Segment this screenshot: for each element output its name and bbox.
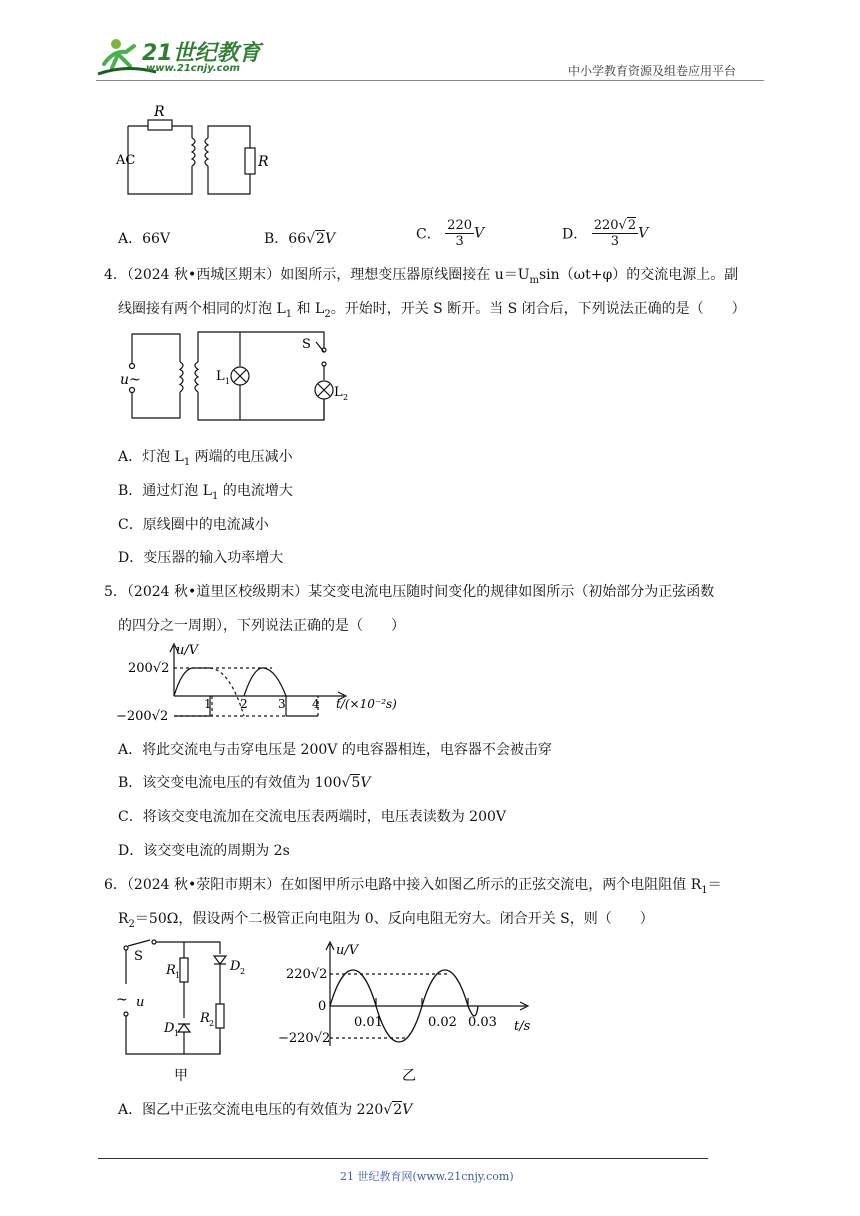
- q6-fig-r1: R: [166, 963, 176, 978]
- footer-rule: [98, 1158, 708, 1159]
- q5-fig-ytop: 200√2: [128, 661, 170, 676]
- svg-text:3: 3: [278, 697, 286, 711]
- q6-caption-yi: 乙: [402, 1068, 416, 1084]
- svg-text:2: 2: [343, 393, 349, 402]
- svg-text:1: 1: [204, 697, 212, 711]
- q4-fig-l1: L: [216, 369, 225, 384]
- q6-voltage-graph-yi: [278, 934, 542, 1088]
- q5-stem-line1: 5．（2024 秋•道里区校级期末）某交变电流电压随时间变化的规律如图所示（初始部分为正弦函数: [104, 584, 715, 600]
- header-right-text: 中小学教育资源及组卷应用平台: [568, 64, 737, 78]
- q4-fig-s: S: [302, 337, 311, 352]
- q4-option-c: C．原线圈中的电流减小: [118, 517, 269, 533]
- q3-fig-ac: AC: [116, 153, 136, 168]
- q6-fig-zero: 0: [318, 999, 327, 1014]
- svg-text:0.01: 0.01: [354, 1015, 383, 1030]
- q3-option-a: A．66V: [118, 231, 171, 247]
- q3-option-d: D． $\frac{220√2}{3}$ V: [562, 218, 649, 249]
- q5-stem-line2: 的四分之一周期），下列说法正确的是（ ）: [118, 618, 405, 634]
- q5-option-c: C．将该交变电流加在交流电压表两端时，电压表读数为 200V: [118, 809, 506, 825]
- svg-text:1: 1: [225, 377, 231, 386]
- svg-text:2: 2: [209, 1019, 215, 1028]
- q6-stem-line2: $R_2=50\Omega$，假设两个二极管正向电阻为 0、反向电阻无穷大。闭合开关 S，则（ ）: [118, 911, 654, 930]
- q5-fig-xlabel: t/(×10⁻²s): [336, 697, 397, 711]
- q6-fig-tilde: ~: [116, 992, 128, 1008]
- q6-fig-ytop: 220√2: [286, 967, 328, 982]
- svg-text:1: 1: [174, 1029, 180, 1038]
- header-rule: [96, 80, 764, 81]
- q3-option-b: B．66√2V: [264, 231, 336, 247]
- q4-circuit-figure: [112, 326, 349, 426]
- q6-circuit-jia: [112, 934, 262, 1084]
- q6-caption-jia: 甲: [174, 1068, 188, 1084]
- footer-text: 21 世纪教育网(www.21cnjy.com): [340, 1170, 514, 1183]
- logo-url: www.21cnjy.com: [146, 63, 240, 74]
- q5-option-b: B．该交变电流电压的有效值为 100√5V: [118, 775, 371, 791]
- q6-fig-d1: D: [164, 1021, 175, 1036]
- q3-option-c: C． $\frac{220}{3}$ V: [416, 218, 485, 249]
- svg-text:0.02: 0.02: [428, 1015, 457, 1030]
- q4-fig-l2: L: [334, 385, 343, 400]
- q6-fig-r2: R: [200, 1011, 210, 1026]
- q5-fig-ylabel: u/V: [176, 643, 199, 658]
- q5-voltage-graph: [112, 640, 422, 724]
- svg-text:2: 2: [240, 967, 246, 976]
- q6-option-a: A．图乙中正弦交流电电压的有效值为 220√2V: [118, 1102, 413, 1118]
- q4-fig-u: u~: [120, 372, 141, 388]
- q4-option-a: A．灯泡 $L_1$ 两端的电压减小: [118, 449, 293, 468]
- q4-stem-line2: 线圈接有两个相同的灯泡 $L_1$ 和 $L_2$。开始时，开关 S 断开。当 S 闭合后，下列说法正确的是（ ）: [118, 301, 746, 320]
- q5-option-a: A．将此交流电与击穿电压是 200V 的电容器相连，电容器不会被击穿: [118, 742, 552, 758]
- q6-fig-d2: D: [230, 959, 241, 974]
- q4-option-d: D．变压器的输入功率增大: [118, 550, 284, 566]
- svg-text:2: 2: [240, 697, 248, 711]
- q6-fig-ybot: −220√2: [278, 1031, 331, 1046]
- q6-fig-s: S: [134, 949, 143, 964]
- q6-stem-line1: 6．（2024 秋•荥阳市期末）在如图甲所示电路中接入如图乙所示的正弦交流电，两个电阻阻值 $R_1=$: [104, 877, 722, 896]
- q6-fig-xlabel: t/s: [514, 1019, 531, 1034]
- q5-option-d: D．该交变电流的周期为 2s: [118, 843, 290, 859]
- q4-stem-line1: 4．（2024 秋•西城区期末）如图所示，理想变压器原线圈接在 $u=U_m\sin(\omega t+\varphi)$的交流电源上。副: [104, 267, 739, 286]
- q3-fig-r-top: R: [154, 104, 165, 120]
- svg-text:1: 1: [175, 971, 181, 980]
- svg-text:0.03: 0.03: [468, 1015, 497, 1030]
- q3-fig-r-right: R: [258, 154, 269, 170]
- q4-option-b: B．通过灯泡 $L_1$ 的电流增大: [118, 483, 293, 502]
- q3-transformer-figure: [112, 104, 282, 200]
- svg-text:4: 4: [312, 697, 320, 711]
- q5-fig-ybot: −200√2: [116, 709, 169, 724]
- q6-fig-u: u: [136, 995, 145, 1010]
- logo-text: 21世纪教育: [142, 41, 261, 66]
- q6-fig-ylabel: u/V: [336, 943, 359, 958]
